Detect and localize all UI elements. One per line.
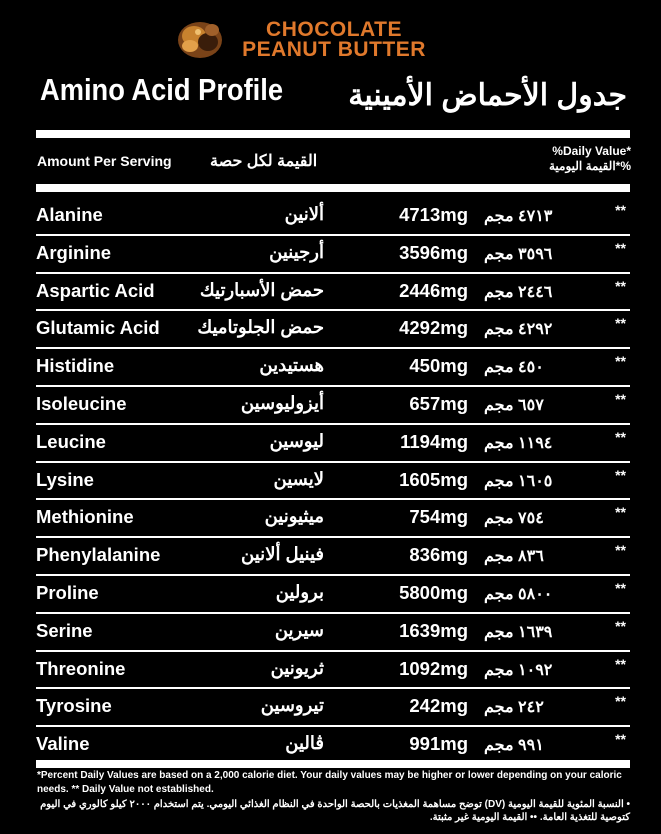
nutrient-amount: 242mg bbox=[409, 695, 468, 717]
table-row bbox=[36, 387, 630, 425]
nutrient-amount: 657mg bbox=[409, 392, 468, 414]
nutrient-amount: 3596mg bbox=[399, 241, 468, 263]
nutrient-daily-value: ** bbox=[615, 617, 626, 634]
nutrient-daily-value: ** bbox=[615, 466, 626, 483]
nutrient-amount-arabic: ٩٩١ مجم bbox=[484, 737, 544, 755]
nutrient-amount-arabic: ٧٥٤ مجم bbox=[484, 510, 544, 528]
nutrient-name-arabic: ميثيونين bbox=[264, 506, 324, 527]
title-english: Amino Acid Profile bbox=[40, 72, 284, 107]
table-row bbox=[36, 652, 630, 690]
nutrient-amount-arabic: ٢٤٢ مجم bbox=[484, 699, 544, 717]
table-row bbox=[36, 538, 630, 576]
nutrient-amount-arabic: ٥٨٠٠ مجم bbox=[484, 585, 553, 603]
nutrient-daily-value: ** bbox=[615, 731, 626, 748]
nutrient-daily-value: ** bbox=[615, 315, 626, 332]
nutrient-amount: 4292mg bbox=[399, 317, 468, 339]
amount-per-serving-label: Amount Per Serving bbox=[37, 153, 172, 169]
nutrient-name: Tyrosine bbox=[36, 695, 112, 717]
nutrient-name-arabic: هستيدين bbox=[259, 355, 324, 376]
nutrient-daily-value: ** bbox=[615, 202, 626, 218]
nutrient-name-arabic: ثريونين bbox=[270, 657, 324, 678]
nutrient-name: Phenylalanine bbox=[36, 544, 161, 566]
nutrient-name: Isoleucine bbox=[36, 392, 127, 414]
nutrient-daily-value: ** bbox=[615, 428, 626, 445]
amount-per-serving-arabic: القيمة لكل حصة bbox=[210, 153, 318, 170]
nutrient-name-arabic: فينيل ألانين bbox=[241, 544, 324, 565]
nutrient-name-arabic: تيروسين bbox=[260, 695, 324, 716]
nutrient-name: Methionine bbox=[36, 506, 134, 528]
nutrient-amount-arabic: ٨٣٦ مجم bbox=[484, 548, 544, 566]
nutrient-daily-value: ** bbox=[615, 390, 626, 407]
table-row bbox=[36, 576, 630, 614]
nutrient-name-arabic: حمض الجلوتاميك bbox=[197, 317, 324, 338]
daily-value-label: %Daily Value* bbox=[552, 144, 631, 158]
nutrient-amount-arabic: ٤٢٩٢ مجم bbox=[484, 321, 553, 339]
chocolate-peanut-icon bbox=[172, 12, 232, 64]
nutrient-amount-arabic: ٣٥٩٦ مجم bbox=[484, 245, 553, 263]
nutrient-daily-value: ** bbox=[615, 277, 626, 294]
nutrient-name: Threonine bbox=[36, 657, 126, 679]
nutrient-daily-value: ** bbox=[615, 504, 626, 521]
table-row bbox=[36, 198, 630, 236]
table-row bbox=[36, 349, 630, 387]
nutrient-amount: 1092mg bbox=[399, 657, 468, 679]
daily-value-arabic: القيمة اليومية*% bbox=[548, 159, 631, 173]
table-row bbox=[36, 614, 630, 652]
nutrient-amount-arabic: ٤٧١٣ مجم bbox=[484, 208, 553, 225]
nutrient-daily-value: ** bbox=[615, 353, 626, 370]
nutrient-amount-arabic: ١٠٩٢ مجم bbox=[484, 661, 553, 679]
nutrient-name-arabic: لايسين bbox=[273, 468, 324, 489]
nutrient-amount-arabic: ٤٥٠ مجم bbox=[484, 359, 544, 377]
nutrient-amount: 1605mg bbox=[399, 468, 468, 490]
nutrient-name-arabic: أيزوليوسين bbox=[240, 392, 324, 413]
nutrient-name: Valine bbox=[36, 733, 90, 755]
nutrient-name-arabic: ڤالين bbox=[285, 733, 324, 754]
nutrient-amount: 2446mg bbox=[399, 279, 468, 301]
table-row bbox=[36, 311, 630, 349]
nutrient-daily-value: ** bbox=[615, 542, 626, 559]
nutrient-amount: 754mg bbox=[409, 506, 468, 528]
brand-line-1: CHOCOLATE bbox=[266, 18, 402, 41]
amino-acid-table bbox=[36, 198, 630, 765]
nutrient-amount: 4713mg bbox=[399, 204, 468, 225]
nutrient-daily-value: ** bbox=[615, 239, 626, 256]
nutrient-name-arabic: برولين bbox=[275, 581, 324, 602]
footnote-english: *Percent Daily Values are based on a 2,000 calorie diet. Your daily values may be higher or lower depending on your caloric needs. ** Daily Value not established. bbox=[37, 770, 622, 795]
nutrient-amount: 5800mg bbox=[399, 581, 468, 603]
nutrient-name: Proline bbox=[36, 581, 99, 603]
nutrient-name: Histidine bbox=[36, 355, 115, 377]
header-divider bbox=[36, 184, 630, 192]
nutrient-amount: 450mg bbox=[409, 355, 468, 377]
nutrient-daily-value: ** bbox=[615, 693, 626, 710]
brand-name bbox=[236, 20, 432, 60]
nutrient-name: Serine bbox=[36, 619, 93, 641]
top-divider bbox=[36, 130, 630, 138]
table-row bbox=[36, 274, 630, 312]
nutrient-name-arabic: أرجينين bbox=[269, 241, 324, 262]
nutrient-name: Leucine bbox=[36, 430, 106, 452]
nutrient-amount: 836mg bbox=[409, 544, 468, 566]
nutrient-name: Glutamic Acid bbox=[36, 317, 160, 339]
footnote-arabic: • النسبة المئوية للقيمة اليومية (DV) توضح مساهمة المغذيات بالحصة الواحدة في النظام الغذائي اليومي. يتم استخدام ٢٠٠٠ كيلو كالوري في اليوم كتوصية للتغذية العامة. •• القيمة اليومية غير مثبتة. bbox=[40, 799, 630, 823]
title-arabic: جدول الأحماض الأمينية bbox=[348, 79, 627, 112]
bottom-divider bbox=[36, 760, 630, 768]
nutrient-amount-arabic: ٢٤٤٦ مجم bbox=[484, 283, 553, 301]
nutrient-name-arabic: حمض الأسبارتيك bbox=[199, 279, 324, 300]
nutrient-name: Alanine bbox=[36, 204, 103, 225]
nutrient-amount-arabic: ١١٩٤ مجم bbox=[484, 434, 553, 452]
nutrient-name-arabic: ليوسين bbox=[269, 430, 324, 451]
daily-value-header bbox=[549, 144, 631, 174]
table-row bbox=[36, 236, 630, 274]
nutrient-amount: 1194mg bbox=[400, 430, 468, 452]
nutrient-amount: 1639mg bbox=[399, 619, 468, 641]
nutrient-amount-arabic: ١٦٣٩ مجم bbox=[484, 623, 553, 641]
nutrient-amount-arabic: ١٦٠٥ مجم bbox=[484, 472, 553, 490]
nutrient-name: Aspartic Acid bbox=[36, 279, 155, 301]
nutrient-name: Arginine bbox=[36, 241, 112, 263]
nutrient-amount-arabic: ٦٥٧ مجم bbox=[484, 396, 544, 414]
nutrient-daily-value: ** bbox=[615, 655, 626, 672]
brand-header bbox=[172, 8, 432, 64]
nutrient-name: Lysine bbox=[36, 468, 94, 490]
nutrient-name-arabic: سيرين bbox=[274, 619, 324, 640]
nutrient-daily-value: ** bbox=[615, 579, 626, 596]
brand-line-2: PEANUT BUTTER bbox=[242, 38, 426, 61]
nutrient-amount: 991mg bbox=[409, 733, 468, 755]
table-row bbox=[36, 689, 630, 727]
table-row bbox=[36, 425, 630, 463]
table-row bbox=[36, 463, 630, 501]
nutrient-name-arabic: ألانين bbox=[284, 204, 324, 224]
table-row bbox=[36, 500, 630, 538]
